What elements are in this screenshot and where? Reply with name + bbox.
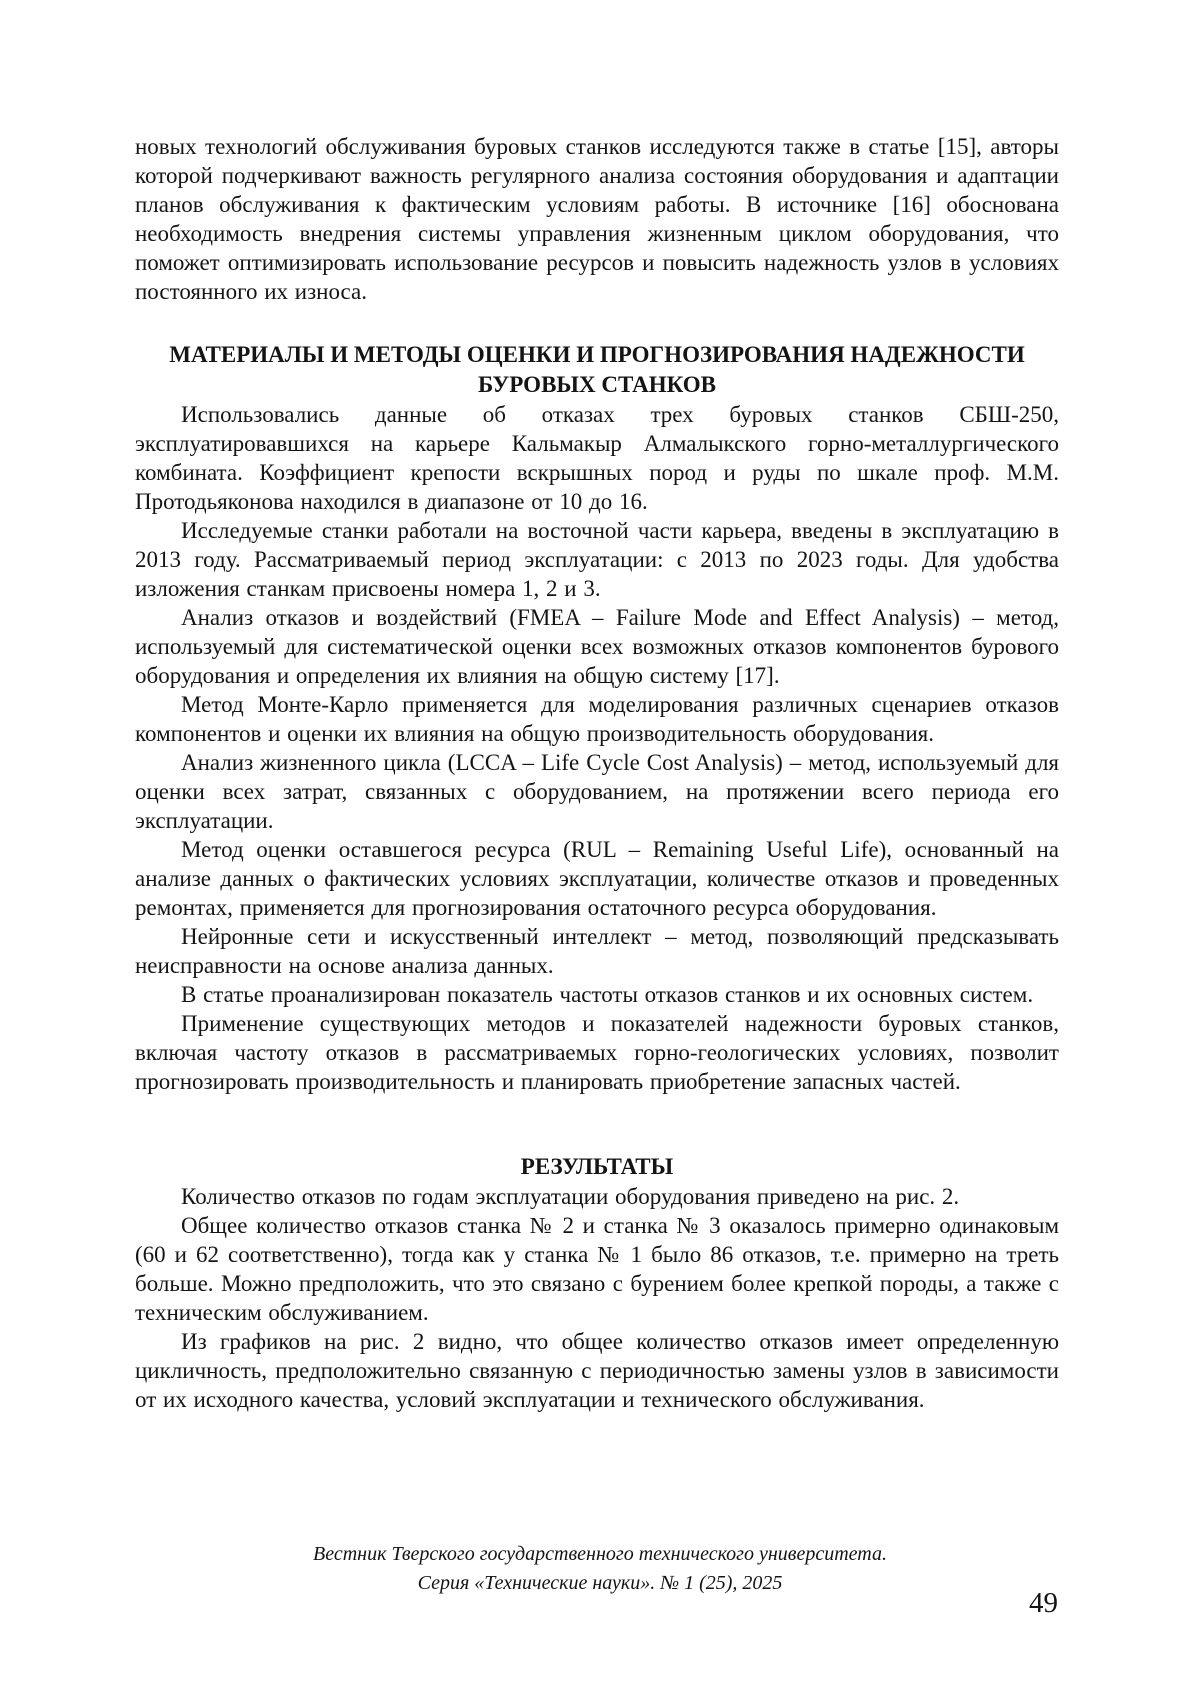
paragraph-intro: новых технологий обслуживания буровых станков исследуются также в статье [15], авторы которой подчеркивают важность регулярного анализа состояния оборудования и адаптации планов обслуживания к фактическим условиям работы. В источнике [16] обоснована необходимость внедрения системы управления жизненным циклом оборудования, что поможет оптимизировать использование ресурсов и повысить надежность узлов в условиях постоянного их износа. bbox=[135, 134, 1059, 304]
results-paragraph-2: Общее количество отказов станка № 2 и станка № 3 оказалось примерно одинаковым (60 и 62 соответственно), тогда как у станка № 1 было 86 отказов, т.е. примерно на треть больше. Можно предположить, что это связано с бурением более крепкой породы, а также с техническим обслуживанием. bbox=[135, 1213, 1059, 1325]
methods-paragraph-1: Использовались данные об отказах трех буровых станков СБШ-250, эксплуатировавшихся на карьере Кальмакыр Алмалыкского горно-металлургического комбината. Коэффициент крепости вскрышных пород и руды по шкале проф. М.М. Протодьяконова находился в диапазоне от 10 до 16. bbox=[135, 402, 1059, 514]
methods-paragraph-3: Анализ отказов и воздействий (FMEA – Failure Mode and Effect Analysis) – метод, используемый для систематической оценки всех возможных отказов компонентов бурового оборудования и определения их влияния на общую систему [17]. bbox=[135, 605, 1059, 688]
results-paragraph-1: Количество отказов по годам эксплуатации оборудования приведено на рис. 2. bbox=[181, 1184, 960, 1209]
methods-paragraph-8: В статье проанализирован показатель частоты отказов станков и их основных систем. bbox=[181, 982, 1034, 1007]
section-heading-results: РЕЗУЛЬТАТЫ bbox=[520, 1154, 674, 1179]
methods-paragraph-4: Метод Монте-Карло применяется для моделирования различных сценариев отказов компонентов и оценки их влияния на общую производительность оборудования. bbox=[135, 692, 1059, 746]
methods-paragraph-5: Анализ жизненного цикла (LCCA – Life Cycle Cost Analysis) – метод, используемый для оценки всех затрат, связанных с оборудованием, на протяжении всего периода его эксплуатации. bbox=[135, 750, 1059, 833]
methods-paragraph-2: Исследуемые станки работали на восточной части карьера, введены в эксплуатацию в 2013 году. Рассматриваемый период эксплуатации: с 2013 по 2023 годы. Для удобства изложения станкам присвоены номера 1, 2 и 3. bbox=[135, 518, 1059, 601]
section-heading-methods: МАТЕРИАЛЫ И МЕТОДЫ ОЦЕНКИ И ПРОГНОЗИРОВАНИЯ НАДЕЖНОСТИ БУРОВЫХ СТАНКОВ bbox=[169, 342, 1025, 397]
page-number: 49 bbox=[1029, 1587, 1058, 1619]
methods-paragraph-9: Применение существующих методов и показателей надежности буровых станков, включая частоту отказов в рассматриваемых горно-геологических условиях, позволит прогнозировать производительность и планировать приобретение запасных частей. bbox=[135, 1011, 1059, 1094]
journal-footer bbox=[0, 1540, 1200, 1598]
results-paragraph-3: Из графиков на рис. 2 видно, что общее количество отказов имеет определенную цикличность, предположительно связанную с периодичностью замены узлов в зависимости от их исходного качества, условий эксплуатации и технического обслуживания. bbox=[135, 1329, 1059, 1412]
methods-paragraph-6: Метод оценки оставшегося ресурса (RUL – Remaining Useful Life), основанный на анализе данных о фактических условиях эксплуатации, количестве отказов и проведенных ремонтах, применяется для прогнозирования остаточного ресурса оборудования. bbox=[135, 837, 1059, 920]
article-body bbox=[135, 132, 1059, 1414]
journal-series-line: Серия «Технические науки». № 1 (25), 2025 bbox=[417, 1572, 783, 1594]
journal-title-line: Вестник Тверского государственного технического университета. bbox=[313, 1543, 887, 1565]
methods-paragraph-7: Нейронные сети и искусственный интеллект – метод, позволяющий предсказывать неисправности на основе анализа данных. bbox=[135, 924, 1059, 978]
